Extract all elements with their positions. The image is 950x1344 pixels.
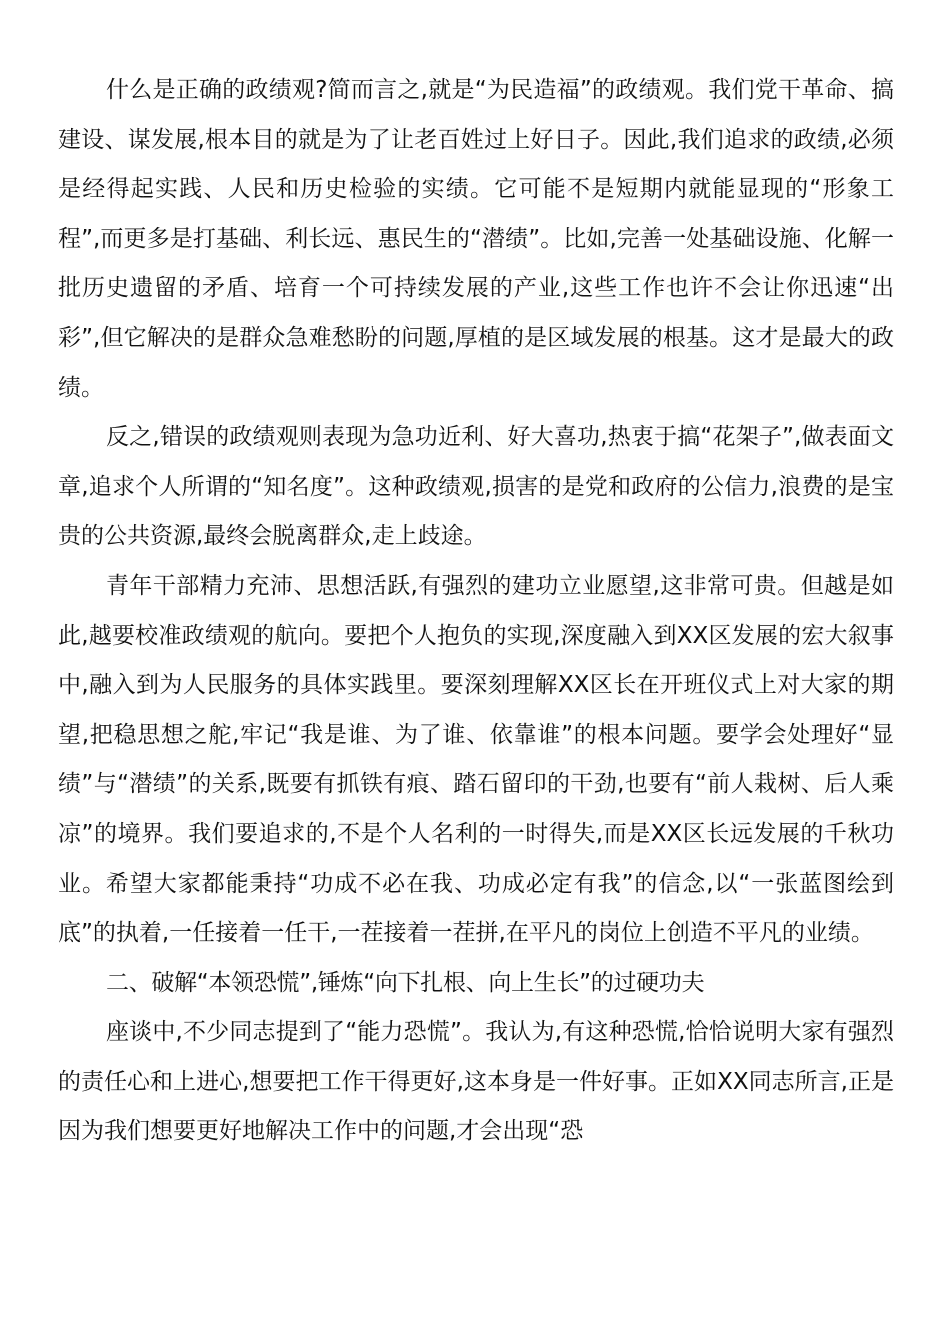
section-heading: 二、破解“本领恐慌”,锤炼“向下扎根、向上生长”的过硬功夫 [106,969,705,996]
paragraph-correct-performance-view: 什么是正确的政绩观?简而言之,就是“为民造福”的政绩观。我们党干革命、搞建设、谋发展,根本目的就是为了让老百姓过上好日子。因此,我们追求的政绩,必须是经得起实践、人民和历史检验的实绩。它可能不是短期内就能显现的“形象工程”,而更多是打基础、利长远、惠民生的“潜绩”。比如,完善一处基础设施、化解一批历史遗留的矛盾、培育一个可持续发展的产业,这些工作也许不会让你迅速“出彩”,但它解决的是群众急难愁盼的问题,厚植的是区域发展的根基。这才是最大的政绩。 [58,77,894,401]
paragraph-young-cadres: 青年干部精力充沛、思想活跃,有强烈的建功立业愿望,这非常可贵。但越是如此,越要校准政绩观的航向。要把个人抱负的实现,深度融入到XX区发展的宏大叙事中,融入到为人民服务的具体实践里。要深刻理解XX区长在开班仪式上对大家的期望,把稳思想之舵,牢记“我是谁、为了谁、依靠谁”的根本问题。要学会处理好“显绩”与“潜绩”的关系,既要有抓铁有痕、踏石留印的干劲,也要有“前人栽树、后人乘凉”的境界。我们要追求的,不是个人名利的一时得失,而是XX区长远发展的千秋功业。希望大家都能秉持“功成不必在我、功成必定有我”的信念,以“一张蓝图绘到底”的执着,一任接着一任干,一茬接着一茬拼,在平凡的岗位上创造不平凡的业绩。 [58,572,894,947]
document-page [58,66,894,1157]
paragraph-ability-panic: 座谈中,不少同志提到了“能力恐慌”。我认为,有这种恐慌,恰恰说明大家有强烈的责任心和上进心,想要把工作干得更好,这本身是一件好事。正如XX同志所言,正是因为我们想要更好地解决工作中的问题,才会出现“恐 [58,1019,894,1145]
paragraph-wrong-performance-view: 反之,错误的政绩观则表现为急功近利、好大喜功,热衷于搞“花架子”,做表面文章,追求个人所谓的“知名度”。这种政绩观,损害的是党和政府的公信力,浪费的是宝贵的公共资源,最终会脱离群众,走上歧途。 [58,424,894,550]
